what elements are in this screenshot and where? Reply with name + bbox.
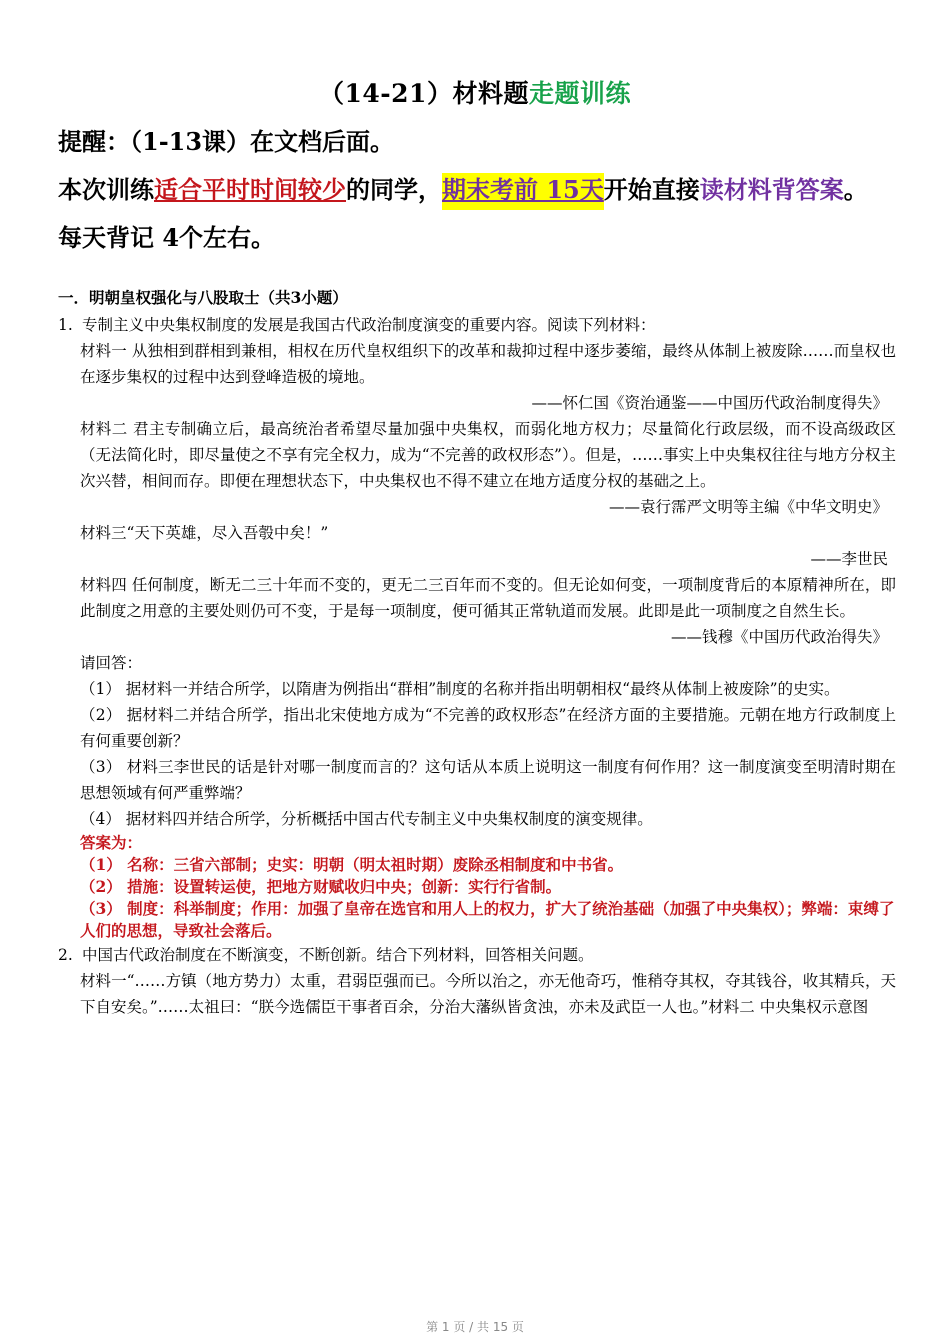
page-footer: 第 1 页 / 共 15 页 <box>426 1320 524 1334</box>
sub-question-1: （1） 据材料一并结合所学，以隋唐为例指出“群相”制度的名称并指出明朝相权“最终从体制上被废除”的史实。 <box>80 680 840 698</box>
highlight-read-materials: 读材料背答案 <box>699 175 844 204</box>
question-2 <box>58 942 896 968</box>
answer-3: （3） 制度：科举制度；作用：加强了皇帝在选官和用人上的权力，扩大了统治基础（加强了中央集权）；弊端：束缚了人们的思想，导致社会落后。 <box>80 899 895 940</box>
daily-note-line: 每天背记 4个左右。 <box>58 223 276 252</box>
material-2: 材料二 君主专制确立后，最高统治者希望尽量加强中央集权，而弱化地方权力；尽量简化行政层级，而不设高级政区（无法简化时，即尽量使之不享有完全权力，成为“不完善的政权形态”）。但是，……事实上中央集权往往与地方分权主次兴替，相间而存。即便在理想状态下，中央集权也不得不建立在地方适度分权的基础之上。 <box>80 420 896 490</box>
material-3-source: ——李世民 <box>810 550 888 568</box>
page-title <box>0 74 950 110</box>
material-4-source: ——钱穆《中国历代政治得失》 <box>670 628 888 646</box>
sub-question-2: （2） 据材料二并结合所学，指出北宋使地方成为“不完善的政权形态”在经济方面的主要措施。元朝在地方行政制度上有何重要创新？ <box>80 706 896 750</box>
question-number: 1. <box>58 316 73 334</box>
sub-question-4: （4） 据材料四并结合所学，分析概括中国古代专制主义中央集权制度的演变规律。 <box>80 810 653 828</box>
reminder-line: 提醒：（1-13课）在文档后面。 <box>58 127 395 156</box>
material-4: 材料四 任何制度，断无二三十年而不变的，更无二三百年而不变的。但无论如何变，一项制度背后的本原精神所在，即此制度之用意的主要处则仍可不变，于是每一项制度，便可循其正常轨道而发展。此即是此一项制度之自然生长。 <box>80 576 896 620</box>
question-1 <box>58 312 896 338</box>
training-note-line: 本次训练适合平时时间较少的同学，期末考前 15天开始直接读材料背答案。 <box>58 170 868 205</box>
highlight-less-time: 适合平时时间较少 <box>154 175 346 204</box>
material-2-source: ——袁行霈严文明等主编《中华文明史》 <box>608 498 888 516</box>
material-1-source: ——怀仁国《资治通鉴——中国历代政治制度得失》 <box>531 394 888 412</box>
questions-body <box>58 312 896 1020</box>
sub-question-3: （3） 材料三李世民的话是针对哪一制度而言的？这句话从本质上说明这一制度有何作用？这一制度演变至明清时期在思想领域有何严重弊端？ <box>80 758 896 802</box>
answer-1: （1） 名称：三省六部制；史实：明朝（明太祖时期）废除丞相制度和中书省。 <box>80 855 624 874</box>
title-main: （14-21）材料题 <box>319 79 529 108</box>
answer-heading: 答案为： <box>80 833 143 852</box>
highlight-exam-days: 期末考前 15天 <box>442 173 604 210</box>
q2-material-1: 材料一“……方镇（地方势力）太重，君弱臣强而已。今所以治之，亦无他奇巧，惟稍夺其权，夺其钱谷，收其精兵，天下自安矣。”……太祖曰：“朕今选儒臣干事者百余，分治大藩纵皆贪浊，亦未及武臣一人也。”材料二 中央集权示意图 <box>80 972 896 1016</box>
material-1: 材料一 从独相到群相到兼相，相权在历代皇权组织下的改革和裁抑过程中逐步萎缩，最终从体制上被废除……而皇权也在逐步集权的过程中达到登峰造极的境地。 <box>80 342 896 386</box>
question-number: 2. <box>58 946 73 964</box>
ask-label: 请回答： <box>80 654 143 672</box>
answer-2: （2） 措施：设置转运使，把地方财赋收归中央；创新：实行行省制。 <box>80 877 562 896</box>
question-stem: 专制主义中央集权制度的发展是我国古代政治制度演变的重要内容。阅读下列材料： <box>82 316 656 334</box>
title-accent: 走题训练 <box>528 79 631 108</box>
section-title: 一．明朝皇权强化与八股取士（共3小题） <box>58 288 348 307</box>
question-stem: 中国古代政治制度在不断演变，不断创新。结合下列材料，回答相关问题。 <box>82 946 594 964</box>
material-3: 材料三“天下英雄，尽入吾彀中矣！” <box>80 524 329 542</box>
